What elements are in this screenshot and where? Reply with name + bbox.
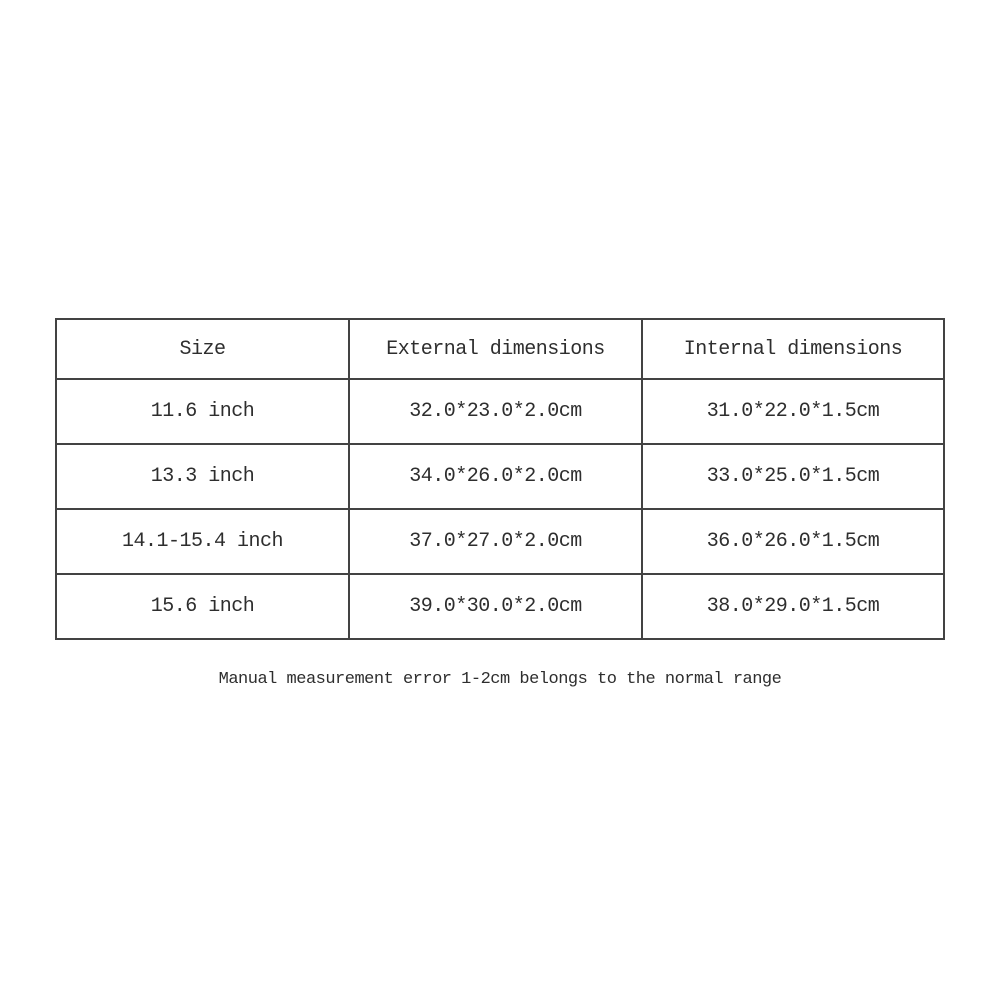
- cell-external-dimensions: 32.0*23.0*2.0cm: [349, 379, 642, 444]
- measurement-error-note: Manual measurement error 1-2cm belongs to the normal range: [218, 670, 782, 689]
- cell-size: 11.6 inch: [56, 379, 349, 444]
- cell-external-dimensions: 39.0*30.0*2.0cm: [349, 574, 642, 639]
- cell-internal-dimensions: 33.0*25.0*1.5cm: [642, 444, 944, 509]
- size-spec-table: [55, 318, 945, 640]
- cell-size: 14.1-15.4 inch: [56, 509, 349, 574]
- cell-size: 15.6 inch: [56, 574, 349, 639]
- cell-size: 13.3 inch: [56, 444, 349, 509]
- cell-external-dimensions: 37.0*27.0*2.0cm: [349, 509, 642, 574]
- cell-internal-dimensions: 38.0*29.0*1.5cm: [642, 574, 944, 639]
- header-cell-internal-dimensions: Internal dimensions: [642, 319, 944, 379]
- cell-internal-dimensions: 31.0*22.0*1.5cm: [642, 379, 944, 444]
- header-cell-external-dimensions: External dimensions: [349, 319, 642, 379]
- table-header-row: [56, 319, 944, 379]
- table-row: [56, 574, 944, 639]
- header-cell-size: Size: [56, 319, 349, 379]
- cell-external-dimensions: 34.0*26.0*2.0cm: [349, 444, 642, 509]
- table-row: [56, 444, 944, 509]
- table-row: [56, 509, 944, 574]
- cell-internal-dimensions: 36.0*26.0*1.5cm: [642, 509, 944, 574]
- table-row: [56, 379, 944, 444]
